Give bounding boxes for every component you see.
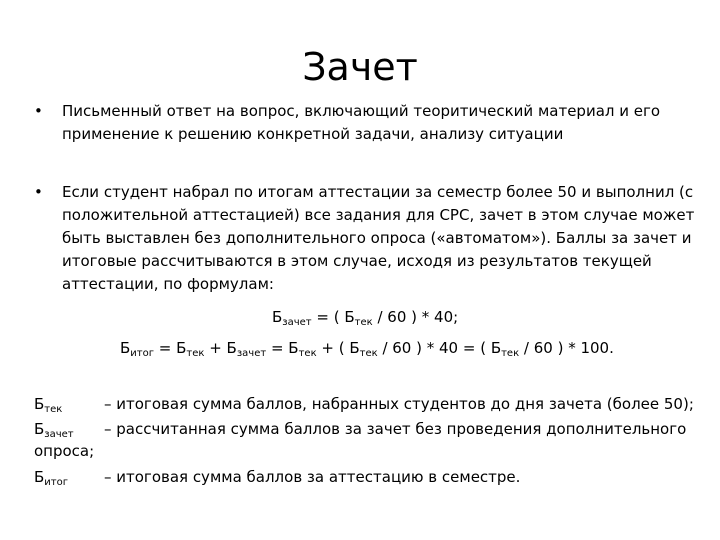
definition-symbol: $Б_{зачет}$ — [34, 420, 74, 440]
formula-itog — [120, 337, 614, 360]
formula-subscript: тек — [501, 348, 520, 359]
formula-subscript: итог — [130, 348, 154, 359]
formula-subscript: тек — [186, 348, 205, 359]
definition-symbol: $Б_{тек}$ — [34, 395, 63, 415]
formula-text: = ( Б — [311, 308, 355, 326]
formula-text: / 60 ) * 100. — [519, 339, 614, 357]
bullet-marker: • — [34, 183, 43, 201]
formula-text: + Б — [204, 339, 237, 357]
formula-text: / 60 ) * 40 = ( Б — [377, 339, 502, 357]
definition-text: – рассчитанная сумма баллов за зачет без проведения дополнительного — [104, 420, 687, 438]
formula-text: + ( Б — [316, 339, 360, 357]
formula-subscript: тек — [354, 317, 373, 328]
formula-text: = Б — [266, 339, 299, 357]
formula-text: / 60 ) * 40; — [372, 308, 459, 326]
definition-text: – итоговая сумма баллов, набранных студентов до дня зачета (более 50); — [104, 395, 694, 413]
formula-subscript: тек — [359, 348, 378, 359]
formula-subscript: тек — [298, 348, 317, 359]
definition-symbol: $Б_{итог}$ — [34, 468, 68, 488]
formula-text: = Б — [154, 339, 187, 357]
definition-continuation-text: опроса; — [34, 442, 95, 460]
formula-symbol: Б — [272, 308, 283, 326]
bullet-marker: • — [34, 102, 43, 120]
formula-zachet — [272, 306, 458, 329]
formula-subscript: зачет — [236, 348, 267, 359]
formula-symbol: Б — [120, 339, 131, 357]
bullet-text: Письменный ответ на вопрос, включающий теоритический материал и его применение к решению конкретной задачи, анализу ситуации — [62, 102, 661, 143]
slide-title: Зачет — [302, 45, 418, 89]
definition-text: – итоговая сумма баллов за аттестацию в семестре. — [104, 468, 521, 486]
formula-subscript: зачет — [282, 317, 312, 328]
bullet-text: Если студент набрал по итогам аттестации за семестр более 50 и выполнил (с положительной аттестацией) все задания для СРС, зачет в этом случае может быть выставлен без дополнительного опроса («автоматом»). Баллы за зачет и итоговые рассчитываются в этом случае, исходя из результатов текущей аттестации, по формулам: — [62, 183, 695, 293]
